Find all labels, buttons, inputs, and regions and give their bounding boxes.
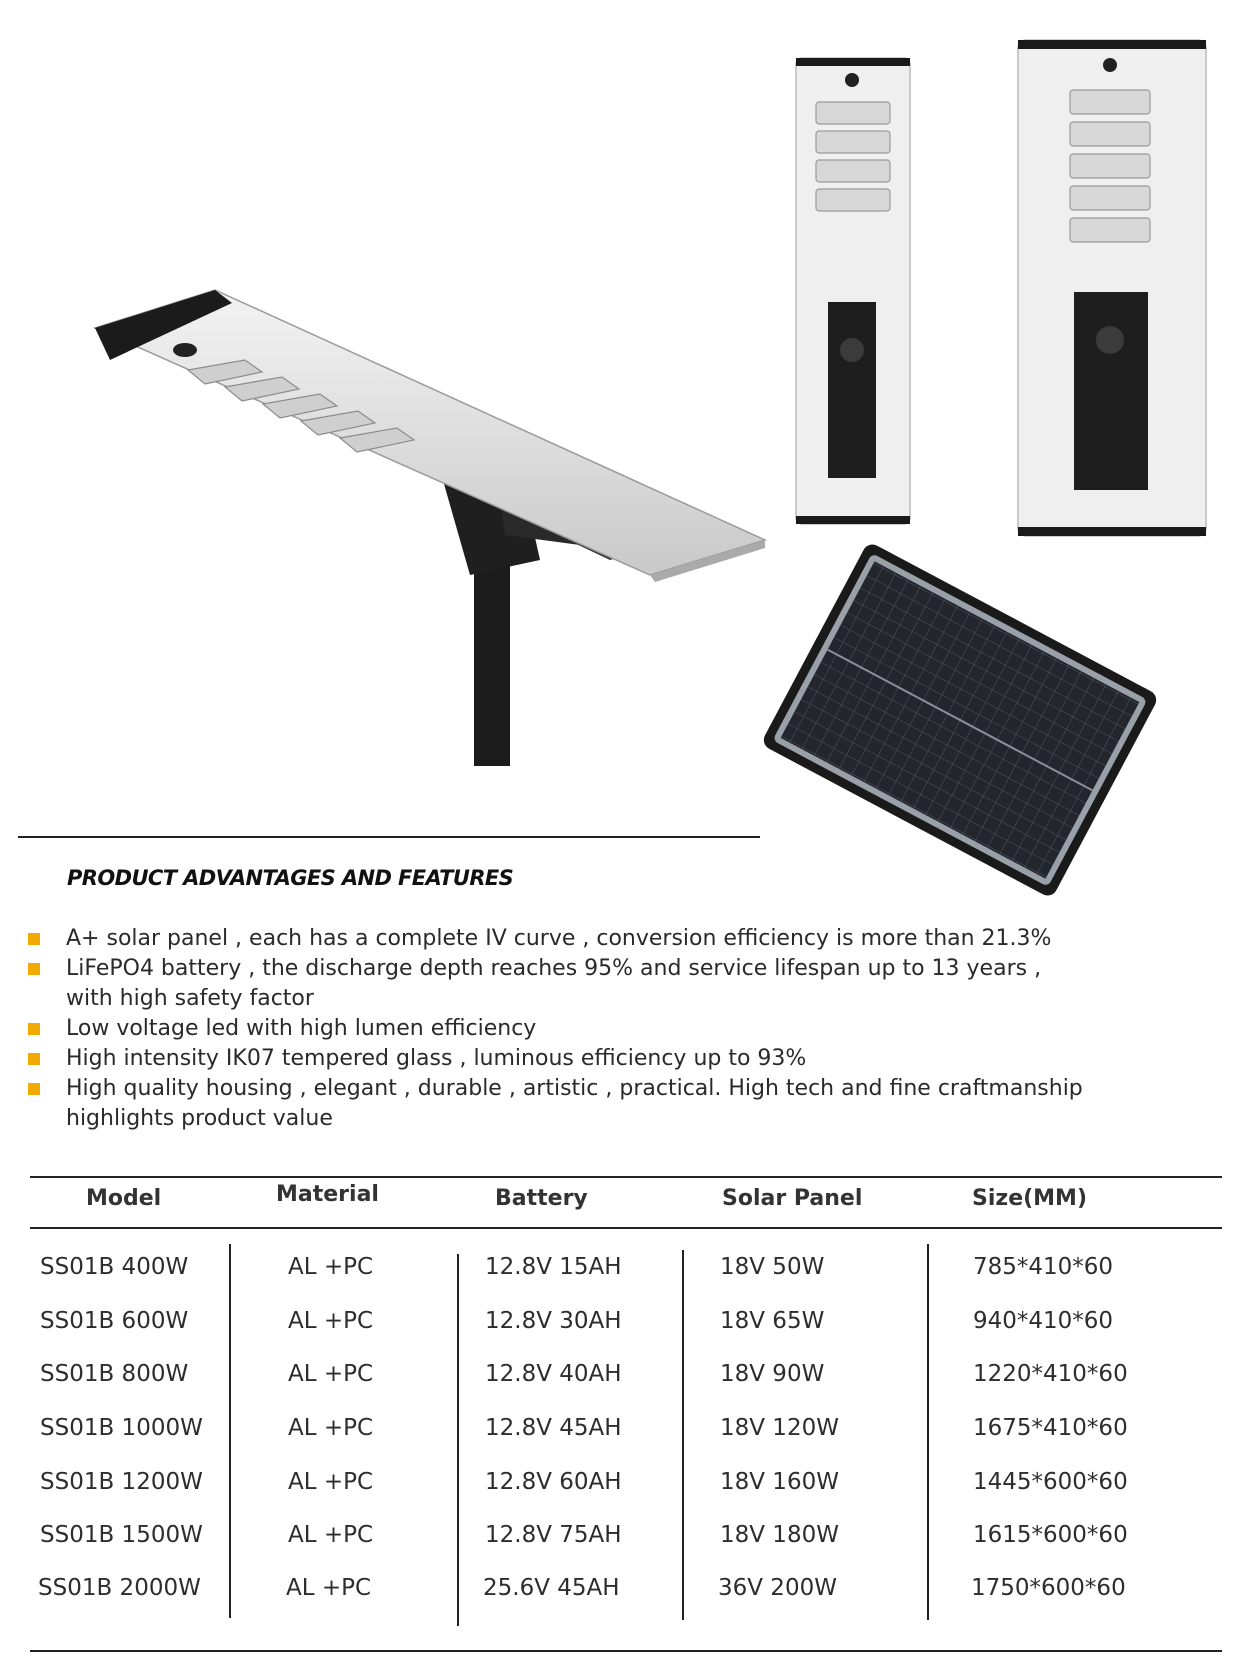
cell-battery: 12.8V 15AH [485,1254,622,1280]
cell-model: SS01B 600W [40,1308,189,1334]
cell-material: AL +PC [288,1254,374,1280]
cell-size: 785*410*60 [973,1254,1114,1280]
feature-text: A+ solar panel , each has a complete IV curve , conversion efficiency is more than 21.3% [66,926,1052,951]
cell-battery: 12.8V 30AH [485,1308,622,1334]
cell-model: SS01B 800W [40,1361,189,1387]
street-light-back-large [1018,40,1206,536]
table-top-rule [30,1176,1222,1178]
cell-battery: 12.8V 60AH [485,1469,622,1495]
feature-text: LiFePO4 battery , the discharge depth reaches 95% and service lifespan up to 13 years , [66,956,1042,981]
column-header-solar-panel: Solar Panel [722,1186,863,1211]
feature-item [24,1014,1144,1044]
cell-battery: 12.8V 40AH [485,1361,622,1387]
cell-solar-panel: 18V 90W [720,1361,825,1387]
section-heading: PRODUCT ADVANTAGES AND FEATURES [67,866,514,890]
cell-solar-panel: 18V 50W [720,1254,825,1280]
cell-model: SS01B 1500W [40,1522,203,1548]
table-header-rule [30,1227,1222,1229]
cell-model: SS01B 2000W [38,1575,201,1601]
column-header-battery: Battery [495,1186,588,1211]
column-divider [927,1244,929,1620]
cell-battery: 12.8V 75AH [485,1522,622,1548]
cell-model: SS01B 1000W [40,1415,203,1441]
feature-text: High intensity IK07 tempered glass , luminous efficiency up to 93% [66,1046,807,1071]
cell-model: SS01B 1200W [40,1469,203,1495]
feature-text: High quality housing , elegant , durable , artistic , practical. High tech and fine craftmanship [66,1076,1083,1101]
feature-text-continued: with high safety factor [66,986,314,1011]
column-header-size: Size(MM) [972,1186,1088,1211]
cell-solar-panel: 18V 120W [720,1415,839,1441]
square-bullet-icon [28,1053,40,1065]
cell-material: AL +PC [288,1415,374,1441]
table-bottom-rule [30,1650,1222,1652]
cell-material: AL +PC [288,1469,374,1495]
feature-text: Low voltage led with high lumen efficiency [66,1016,537,1041]
cell-size: 940*410*60 [973,1308,1114,1334]
street-light-back-small [796,58,910,524]
cell-material: AL +PC [286,1575,372,1601]
column-header-model: Model [86,1186,162,1211]
square-bullet-icon [28,1023,40,1035]
feature-list [24,924,1144,1134]
feature-item [24,1044,1144,1074]
cell-solar-panel: 18V 65W [720,1308,825,1334]
cell-size: 1445*600*60 [973,1469,1128,1495]
square-bullet-icon [28,1083,40,1095]
square-bullet-icon [28,963,40,975]
solar-panel [760,541,1159,899]
column-divider [682,1250,684,1620]
feature-item [24,1074,1144,1134]
street-light-angled [95,290,765,766]
cell-size: 1675*410*60 [973,1415,1128,1441]
feature-item [24,924,1144,954]
column-divider [457,1254,459,1626]
cell-material: AL +PC [288,1308,374,1334]
feature-text-continued: highlights product value [66,1106,333,1131]
column-divider [229,1244,231,1618]
cell-size: 1220*410*60 [973,1361,1128,1387]
cell-solar-panel: 36V 200W [718,1575,837,1601]
cell-solar-panel: 18V 180W [720,1522,839,1548]
cell-size: 1615*600*60 [973,1522,1128,1548]
cell-solar-panel: 18V 160W [720,1469,839,1495]
cell-model: SS01B 400W [40,1254,189,1280]
cell-material: AL +PC [288,1361,374,1387]
column-header-material: Material [276,1182,379,1207]
square-bullet-icon [28,933,40,945]
feature-item [24,954,1144,1014]
cell-battery: 12.8V 45AH [485,1415,622,1441]
section-divider-top [18,836,760,838]
cell-size: 1750*600*60 [971,1575,1126,1601]
cell-material: AL +PC [288,1522,374,1548]
cell-battery: 25.6V 45AH [483,1575,620,1601]
